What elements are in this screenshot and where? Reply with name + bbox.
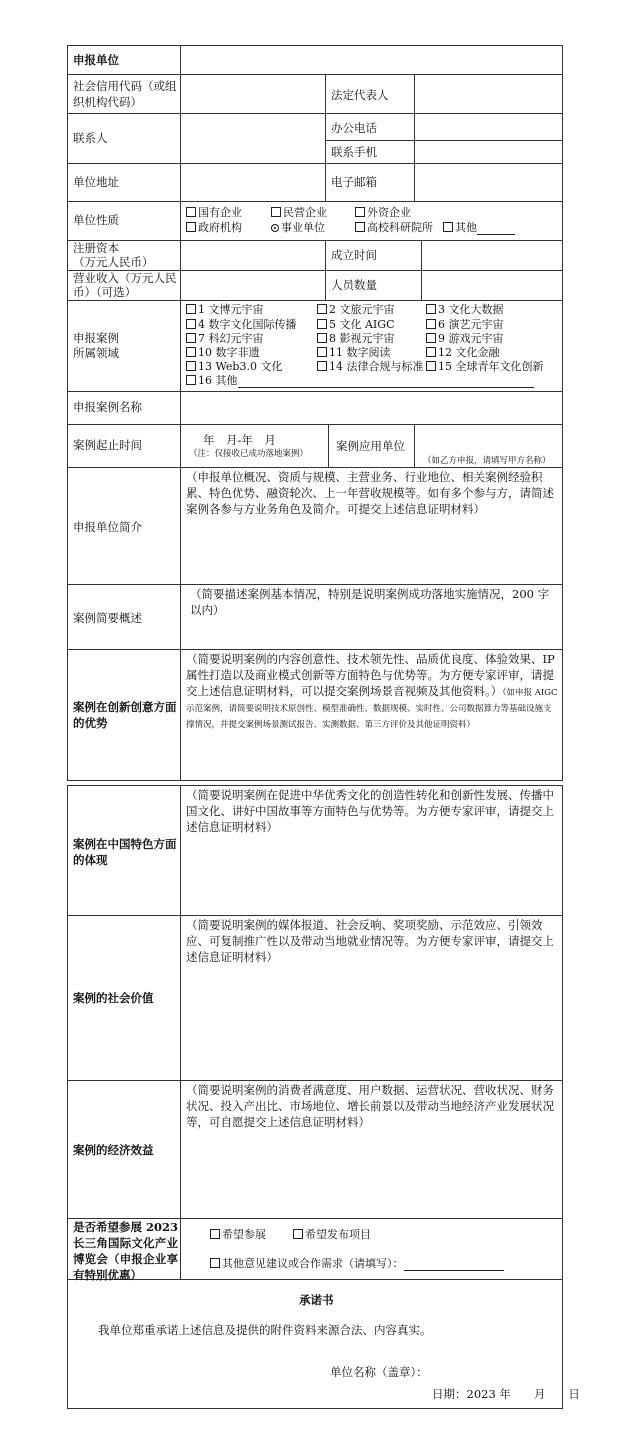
checkbox-icon bbox=[186, 333, 196, 343]
checkbox-icon bbox=[210, 1258, 220, 1268]
checkbox-icon bbox=[426, 304, 436, 314]
mobile-label: 联系手机 bbox=[331, 145, 377, 159]
case-name-label: 申报案例名称 bbox=[73, 400, 142, 414]
checkbox-icon bbox=[186, 222, 196, 232]
unit-label: 申报单位 bbox=[73, 53, 119, 67]
social-label: 案例的社会价值 bbox=[73, 991, 154, 1005]
email-input[interactable] bbox=[415, 164, 562, 201]
staff-label: 人员数量 bbox=[331, 278, 377, 292]
expo-option-exhibit[interactable]: 希望参展 bbox=[210, 1228, 266, 1242]
expo-option-publish[interactable]: 希望发布项目 bbox=[293, 1228, 371, 1242]
capital-input[interactable] bbox=[181, 241, 325, 270]
intro-label: 申报单位简介 bbox=[73, 520, 142, 534]
checkbox-icon bbox=[186, 375, 196, 385]
domain-label-1: 申报案例 bbox=[73, 331, 119, 345]
checkbox-icon bbox=[426, 319, 436, 329]
domain-option-12[interactable]: 12 文化金融 bbox=[426, 346, 500, 360]
economic-input[interactable] bbox=[181, 1131, 562, 1218]
checkbox-icon bbox=[186, 304, 196, 314]
office-phone-label: 办公电话 bbox=[331, 121, 377, 135]
checkbox-icon bbox=[426, 361, 436, 371]
domain-option-14[interactable]: 14 法律合规与标准 bbox=[317, 360, 424, 374]
legal-rep-input[interactable] bbox=[415, 75, 562, 113]
domain-option-6[interactable]: 6 演艺元宇宙 bbox=[426, 318, 504, 332]
checkbox-icon bbox=[317, 319, 327, 329]
period-label: 案例起止时间 bbox=[73, 438, 142, 452]
expo-other-blank[interactable] bbox=[404, 1270, 504, 1271]
checkbox-icon bbox=[186, 361, 196, 371]
nature-option-public-institution[interactable]: 事业单位 bbox=[271, 221, 325, 235]
economic-hint: （简要说明案例的消费者满意度、用户数据、运营状况、营收状况、财务状况、投入产出比、市场地位、增长前景以及带动当地经济产业发展状况等，可自愿提交上述信息证明材料） bbox=[186, 1083, 554, 1129]
domain-option-7[interactable]: 7 科幻元宇宙 bbox=[186, 332, 264, 346]
staff-input[interactable] bbox=[422, 271, 562, 300]
legal-rep-label: 法定代表人 bbox=[331, 88, 389, 102]
app-unit-label: 案例应用单位 bbox=[336, 439, 405, 453]
summary-hint: （简要描述案例基本情况，特别是说明案例成功落地实施情况，200 字以内） bbox=[190, 587, 550, 617]
checkbox-icon bbox=[271, 207, 281, 217]
address-input[interactable] bbox=[181, 164, 325, 201]
app-unit-input[interactable] bbox=[415, 425, 562, 455]
expo-option-other[interactable]: 其他意见建议或合作需求（请填写）： bbox=[210, 1257, 504, 1271]
contact-label: 联系人 bbox=[73, 131, 108, 145]
nature-option-state[interactable]: 国有企业 bbox=[186, 206, 242, 220]
checkbox-icon bbox=[317, 304, 327, 314]
pledge-date: 日期：2023 年 月 日 bbox=[432, 1387, 580, 1401]
pledge-title: 承诺书 bbox=[299, 1293, 334, 1307]
domain-option-1[interactable]: 1 文博元宇宙 bbox=[186, 303, 264, 317]
period-note: （注：仅接收已成功落地案例） bbox=[189, 449, 309, 459]
credit-code-input[interactable] bbox=[181, 75, 325, 113]
pledge-signature: 单位名称（盖章）： bbox=[330, 1365, 428, 1379]
innovation-label: 案例在创新创意方面的优势 bbox=[73, 700, 177, 730]
nature-option-government[interactable]: 政府机构 bbox=[186, 221, 242, 235]
domain-option-5[interactable]: 5 文化 AIGC bbox=[317, 318, 394, 332]
domain-option-9[interactable]: 9 游戏元宇宙 bbox=[426, 332, 504, 346]
nature-label: 单位性质 bbox=[73, 213, 119, 227]
revenue-label-1: 营业收入（万元人民 bbox=[73, 271, 177, 285]
nature-option-foreign[interactable]: 外资企业 bbox=[355, 206, 411, 220]
social-input[interactable] bbox=[181, 966, 562, 1080]
checkbox-icon bbox=[317, 347, 327, 357]
capital-label-2: （万元人民币） bbox=[73, 255, 154, 269]
founded-label: 成立时间 bbox=[331, 248, 377, 262]
checkbox-icon bbox=[317, 361, 327, 371]
nature-option-other[interactable]: 其他 bbox=[443, 221, 515, 235]
credit-code-label: 社会信用代码（或组织机构代码） bbox=[73, 79, 177, 109]
checkbox-icon bbox=[186, 319, 196, 329]
chinese-hint: （简要说明案例在促进中华优秀文化的创造性转化和创新性发展、传播中国文化、讲好中国故事等方面特色与优势等。为方便专家评审，请提交上述信息证明材料） bbox=[186, 788, 554, 834]
checkbox-icon bbox=[186, 207, 196, 217]
checkbox-icon bbox=[210, 1229, 220, 1239]
domain-option-16[interactable]: 16 其他 bbox=[186, 374, 534, 388]
office-phone-input[interactable] bbox=[415, 114, 562, 140]
selected-radio-icon bbox=[271, 224, 279, 232]
capital-label-1: 注册资本 bbox=[73, 241, 119, 255]
domain-option-15[interactable]: 15 全球青年文化创新 bbox=[426, 360, 544, 374]
domain-option-13[interactable]: 13 Web3.0 文化 bbox=[186, 360, 282, 374]
period-value[interactable]: 年 月-年 月 bbox=[203, 433, 276, 447]
social-hint: （简要说明案例的媒体报道、社会反响、奖项奖励、示范效应、引领效应、可复制推广性以及带动当地就业情况等。为方便专家评审，请提交上述信息证明材料） bbox=[186, 918, 554, 964]
domain-other-blank[interactable] bbox=[238, 387, 534, 388]
nature-option-university[interactable]: 高校科研院所 bbox=[355, 221, 433, 235]
chinese-label: 案例在中国特色方面的体现 bbox=[73, 837, 177, 867]
domain-option-2[interactable]: 2 文旅元宇宙 bbox=[317, 303, 395, 317]
summary-input[interactable] bbox=[181, 604, 562, 649]
founded-input[interactable] bbox=[422, 241, 562, 270]
domain-label-2: 所属领域 bbox=[73, 346, 119, 360]
summary-label: 案例简要概述 bbox=[73, 611, 142, 625]
unit-input[interactable] bbox=[181, 46, 562, 74]
domain-option-8[interactable]: 8 影视元宇宙 bbox=[317, 332, 395, 346]
case-name-input[interactable] bbox=[181, 392, 562, 424]
domain-option-10[interactable]: 10 数字非遗 bbox=[186, 346, 260, 360]
checkbox-icon bbox=[317, 333, 327, 343]
intro-hint: （申报单位概况、资质与规模、主营业务、行业地位、相关案例经验积累、特色优势、融资轮次、上一年营收规模等。如有多个参与方，请简述案例各参与方业务角色及简介。可提交上述信息证明材料） bbox=[186, 470, 554, 516]
expo-label: 是否希望参展 2023 长三角国际文化产业博览会（申报企业享有特别优惠） bbox=[73, 1220, 179, 1282]
other-blank[interactable] bbox=[477, 234, 515, 235]
innovation-input[interactable] bbox=[181, 720, 562, 780]
checkbox-icon bbox=[443, 222, 453, 232]
app-unit-note: （如乙方申报，请填写甲方名称） bbox=[423, 456, 551, 466]
domain-option-4[interactable]: 4 数字文化国际传播 bbox=[186, 318, 297, 332]
domain-option-11[interactable]: 11 数字阅读 bbox=[317, 346, 391, 360]
checkbox-icon bbox=[426, 347, 436, 357]
checkbox-icon bbox=[355, 222, 365, 232]
innovation-hint: （简要说明案例的内容创意性、技术领先性、品质优良度、体验效果、IP 属性打造以及商业模式创新等方面特色与优势等。为方便专家评审，请提交上述信息证明材料，可以提交案例场景音视频及其他资料。）（如申报 AIGC 示范案例，请简要说明技术原创性、模型准确性、数据规模、实时性、公司数据算力等基础设施支撑情况，并提交案例场景测试报告、实测数据、第三方评价及其他证明资料） bbox=[186, 652, 558, 730]
signature-input[interactable] bbox=[430, 1362, 550, 1380]
checkbox-icon bbox=[186, 347, 196, 357]
revenue-label-2: 币）（可选） bbox=[73, 285, 137, 299]
checkbox-icon bbox=[426, 333, 436, 343]
pledge-text: 我单位郑重承诺上述信息及提供的附件资料来源合法、内容真实。 bbox=[98, 1323, 432, 1337]
checkbox-icon bbox=[293, 1229, 303, 1239]
contact-input[interactable] bbox=[181, 114, 325, 163]
checkbox-icon bbox=[355, 207, 365, 217]
revenue-input[interactable] bbox=[181, 271, 325, 300]
domain-option-3[interactable]: 3 文化大数据 bbox=[426, 303, 504, 317]
intro-input[interactable] bbox=[181, 516, 562, 584]
nature-option-private[interactable]: 民营企业 bbox=[271, 206, 327, 220]
email-label: 电子邮箱 bbox=[331, 175, 377, 189]
address-label: 单位地址 bbox=[73, 175, 119, 189]
mobile-input[interactable] bbox=[415, 141, 562, 163]
chinese-input[interactable] bbox=[181, 836, 562, 915]
economic-label: 案例的经济效益 bbox=[73, 1143, 154, 1157]
